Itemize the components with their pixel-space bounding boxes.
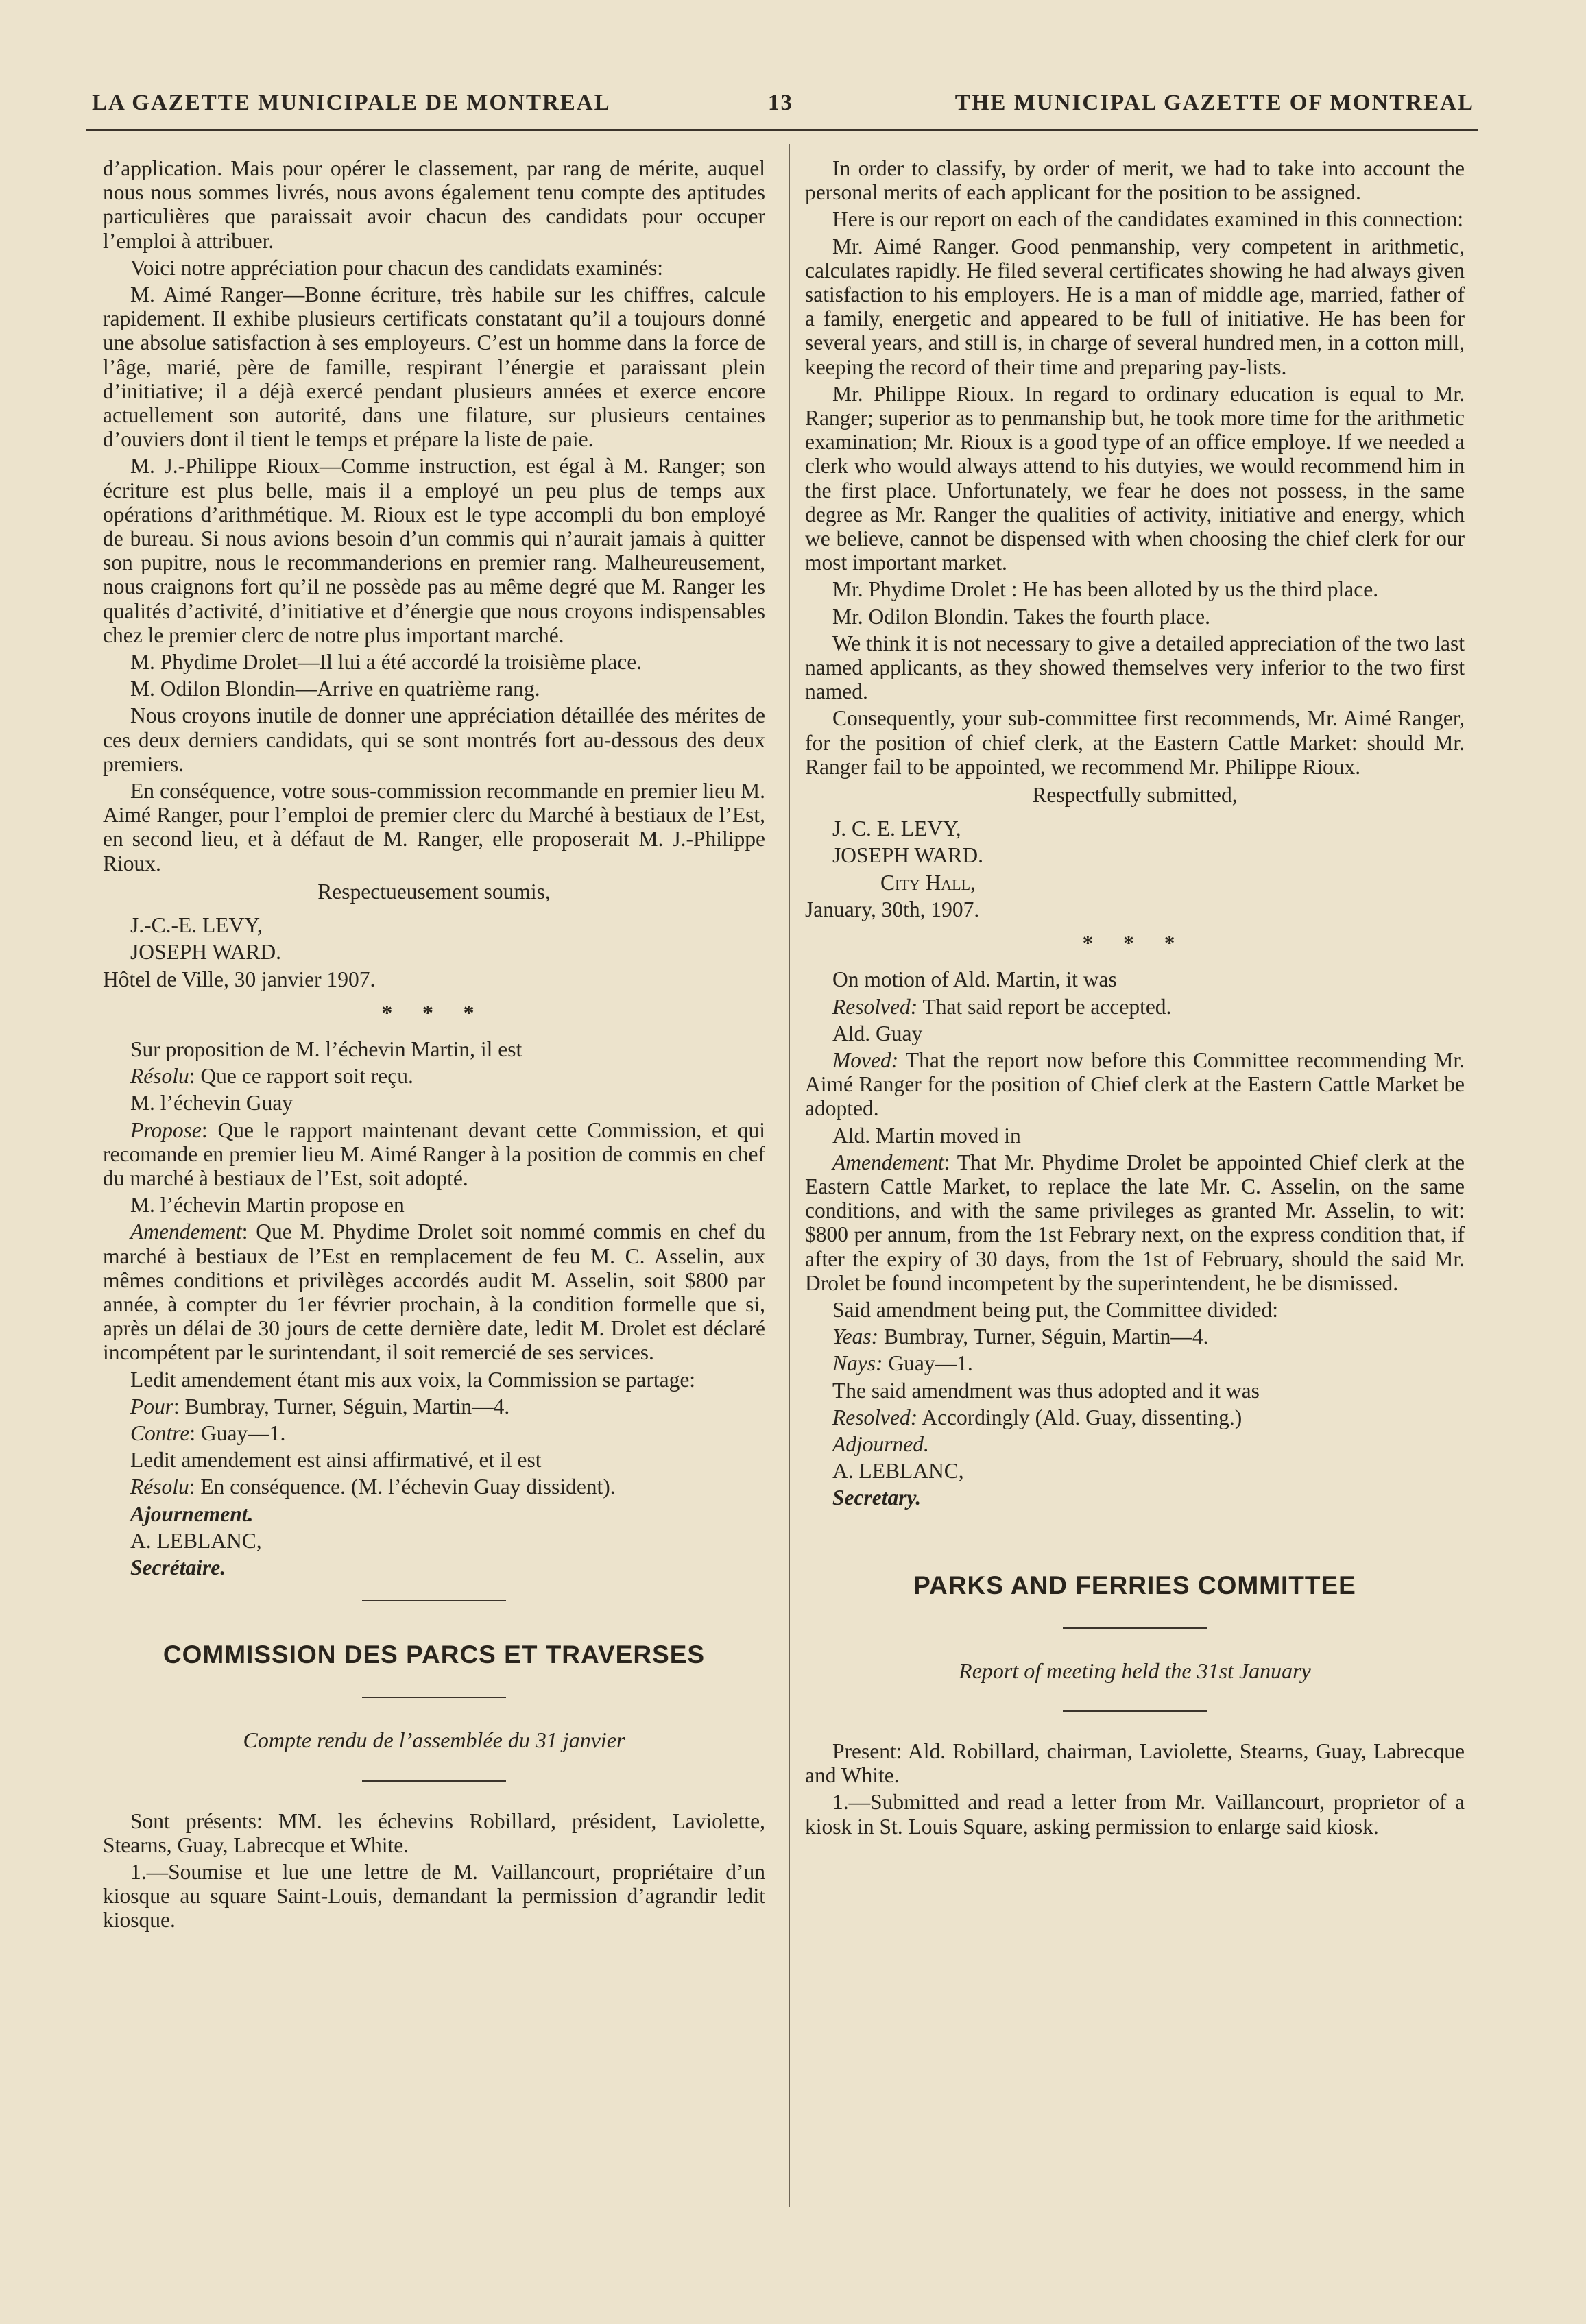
section-rule — [1063, 1710, 1207, 1712]
paragraph: Sont présents: MM. les échevins Robillard, président, Laviolette, Stearns, Guay, Labrecque et White. — [103, 1808, 765, 1857]
motion-text: : That Mr. Phydime Drolet be appointed Chief clerk at the Eastern Cattle Market, to replace the late Mr. C. Asselin, on the same conditions, and with the same privileges as granted Mr. Asselin, to wit: $800 per annum, from the 1st Febrary next, on the express condition that, if after the expiry of 30 days, from the 1st of February, should the said Mr. Drolet be found incompetent by the superintendent, he be dismissed. — [805, 1150, 1465, 1295]
motion-text: : Que ce rapport soit reçu. — [189, 1064, 413, 1089]
motion-label: Resolved: — [832, 994, 918, 1019]
signature: JOSEPH WARD. — [130, 940, 281, 965]
section-rule — [1063, 1627, 1207, 1629]
motion-line: Ald. Martin moved in — [832, 1123, 1021, 1148]
motion-text: Accordingly (Ald. Guay, dissenting.) — [917, 1405, 1242, 1429]
separator-stars: * * * — [381, 1000, 487, 1025]
paragraph: Consequently, your sub-committee first recommends, Mr. Aimé Ranger, for the position of chief clerk, at the Eastern Cattle Market: should Mr. Ranger fail to be appointed, we recommend Mr. Philippe Rioux. — [805, 706, 1465, 779]
paragraph: M. Aimé Ranger—Bonne écriture, très habile sur les chiffres, calcule rapidement. Il exhibe plusieurs certificats constatant qu’il a toujours donné une absolue satisfaction à ses employeurs. C’est un homme dans la force de l’âge, marié, père de famille, respirant l’énergie et paraissant plein d’initiative; il a déjà exercé pendant plusieurs années et exerce encore actuellement son autorité, dans une filature, sur plusieurs centaines d’ouviers dont il tient le temps et prépare la liste de paie. — [103, 282, 765, 452]
motion-label: Yeas: — [832, 1324, 879, 1349]
signature: J.-C.-E. LEVY, — [130, 913, 263, 938]
section-rule — [362, 1780, 506, 1782]
paragraph: Here is our report on each of the candidates examined in this connection: — [832, 207, 1464, 232]
paragraph: Present: Ald. Robillard, chairman, Laviolette, Stearns, Guay, Labrecque and White. — [805, 1739, 1465, 1788]
motion-label: Nays: — [832, 1351, 883, 1376]
place-date: Hôtel de Ville, 30 janvier 1907. — [103, 967, 376, 991]
motion-line: The said amendment was thus adopted and it was — [832, 1378, 1260, 1403]
header-rule — [86, 129, 1478, 131]
motion-label: Amendement — [130, 1220, 242, 1244]
paragraph: Nous croyons inutile de donner une appréciation détaillée des mérites de ces deux derniers candidats, qui se sont montrés fort au-dessous des deux premiers. — [103, 703, 765, 776]
adjournment: Adjourned. — [832, 1431, 929, 1456]
motion-line: On motion of Ald. Martin, it was — [832, 967, 1117, 992]
paragraph: M. J.-Philippe Rioux—Comme instruction, est égal à M. Ranger; son écriture est plus belle, mais il a employé un peu plus de temps aux opérations d’arithmétique. M. Rioux est le type accompli du bon employé de bureau. Si nous avions besoin d’un commis qui n’aurait jamais à quitter son pupitre, nous le recommanderions en premier rang. Malheureusement, nous craignons fort qu’il ne possède pas au même degré que M. Ranger les qualités d’activité, d’initiative et d’énergie que nous croyons indispensables chez le premier clerc de notre plus important marché. — [103, 454, 765, 647]
motion-text: : Guay—1. — [189, 1420, 286, 1445]
motion-label: Resolved: — [832, 1405, 918, 1429]
paragraph: Voici notre appréciation pour chacun des candidats examinés: — [130, 255, 664, 280]
motion-text: That the report now before this Committee recommending Mr. Aimé Ranger for the position of Chief clerk at the Eastern Cattle Market be adopted. — [805, 1048, 1465, 1121]
motion-line: M. l’échevin Martin propose en — [130, 1193, 405, 1218]
motion-line: Ledit amendement étant mis aux voix, la Commission se partage: — [130, 1367, 696, 1392]
motion-block — [103, 1037, 765, 1579]
paragraph: d’application. Mais pour opérer le classement, par rang de mérite, auquel nous nous sommes livrés, nous avons également tenu compte des aptitudes particulières que paraissait avoir chacun des candidats pour occuper l’emploi à attribuer. — [103, 156, 765, 253]
section-title: PARKS AND FERRIES COMMITTEE — [913, 1571, 1356, 1599]
motion-label: Résolu — [130, 1475, 189, 1499]
adjournment: Ajournement. — [130, 1501, 254, 1526]
paragraph: Mr. Odilon Blondin. Takes the fourth place. — [832, 604, 1211, 629]
motion-text: : Que le rapport maintenant devant cette Commission, et qui recomande en premier lieu M. Aimé Ranger à la position de commis en chef du marché à bestiaux de l’Est, soit adopté. — [103, 1117, 765, 1190]
motion-line: M. l’échevin Guay — [130, 1091, 293, 1115]
date: January, 30th, 1907. — [805, 897, 980, 921]
motion-text: Bumbray, Turner, Séguin, Martin—4. — [878, 1324, 1209, 1349]
place: City Hall, — [880, 870, 976, 895]
paragraph: In order to classify, by order of merit, we had to take into account the personal merits of each applicant for the position to be assigned. — [805, 156, 1465, 205]
secretary-signature: A. LEBLANC, — [130, 1528, 262, 1553]
header-french-title: LA GAZETTE MUNICIPALE DE MONTREAL — [92, 90, 611, 115]
signature: JOSEPH WARD. — [832, 843, 983, 868]
motion-label: Propose — [130, 1117, 202, 1142]
paragraph: 1.—Submitted and read a letter from Mr. Vaillancourt, proprietor of a kiosk in St. Louis Square, asking permission to enlarge said kiosk. — [805, 1790, 1465, 1839]
section-subtitle: Report of meeting held the 31st January — [959, 1658, 1311, 1683]
closing: Respectueusement soumis, — [317, 879, 551, 904]
motion-label: Pour — [130, 1394, 173, 1418]
motion-line: Ald. Guay — [832, 1021, 923, 1045]
french-column — [103, 156, 765, 1935]
motion-line: Said amendment being put, the Committee divided: — [832, 1297, 1279, 1322]
signature-block — [103, 913, 765, 991]
page-number: 13 — [768, 90, 793, 115]
secretary-title: Secrétaire. — [130, 1555, 226, 1579]
signature: J. C. E. LEVY, — [832, 816, 961, 841]
motion-label: Contre — [130, 1420, 190, 1445]
secretary-title: Secretary. — [832, 1486, 922, 1510]
motion-block — [805, 967, 1465, 1510]
paragraph: M. Odilon Blondin—Arrive en quatrième rang. — [130, 677, 540, 701]
header-english-title: THE MUNICIPAL GAZETTE OF MONTREAL — [954, 90, 1474, 115]
motion-text: Guay—1. — [882, 1351, 973, 1376]
closing: Respectfully submitted, — [1032, 783, 1238, 808]
section-subtitle: Compte rendu de l’assemblée du 31 janvier — [243, 1728, 625, 1753]
motion-text: : Que M. Phydime Drolet soit nommé commis en chef du marché à bestiaux de l’Est en remplacement de feu M. C. Asselin, aux mêmes conditions et privilèges accordés audit M. Asselin, soit $800 par année, à compter du 1er février prochain, à la condition formelle que si, après un délai de 30 jours de cette dernière date, ledit M. Drolet est déclaré incompétent par le surintendant, il soit remercié de ses services. — [103, 1220, 765, 1365]
column-divider — [789, 144, 790, 2207]
motion-label: Moved: — [832, 1048, 899, 1072]
motion-line: Sur proposition de M. l’échevin Martin, il est — [130, 1037, 522, 1061]
section-rule — [362, 1600, 506, 1601]
paragraph: Mr. Philippe Rioux. In regard to ordinary education is equal to Mr. Ranger; superior as to penmanship but, he took more time for the arithmetic examination; Mr. Rioux is a good type of an office employe. If we needed a clerk who would always attend to his dutyies, we would recommend him in the first place. Unfortunately, we fear he does not possess, in the same degree as Mr. Ranger the qualities of activity, initiative and energy, which we believe, cannot be dispensed with when choosing the chief clerk for our most important market. — [805, 381, 1465, 575]
section-title: COMMISSION DES PARCS ET TRAVERSES — [163, 1641, 706, 1669]
motion-label: Amendement — [832, 1150, 944, 1174]
separator-stars: * * * — [1082, 931, 1188, 956]
signature-block — [805, 816, 1465, 921]
motion-line: Ledit amendement est ainsi affirmativé, et il est — [130, 1448, 542, 1473]
english-column — [805, 156, 1465, 1841]
running-head — [89, 90, 1474, 132]
motion-label: Résolu — [130, 1064, 189, 1089]
section-rule — [362, 1697, 506, 1698]
paragraph: Mr. Aimé Ranger. Good penmanship, very competent in arithmetic, calculates rapidly. He filed several certificates showing he had always given satisfaction to his employers. He is a man of middle age, married, father of a family, energetic and appeared to be full of initiative. He has been for several years, and still is, in charge of several hundred men, in a cotton mill, keeping the record of their time and preparing pay-lists. — [805, 234, 1465, 379]
motion-text: : Bumbray, Turner, Séguin, Martin—4. — [173, 1394, 510, 1418]
motion-text: : En conséquence. (M. l’échevin Guay dissident). — [189, 1475, 616, 1499]
secretary-signature: A. LEBLANC, — [832, 1459, 964, 1484]
motion-text: That said report be accepted. — [917, 994, 1172, 1019]
paragraph: 1.—Soumise et lue une lettre de M. Vaillancourt, propriétaire d’un kiosque au square Saint-Louis, demandant la permission d’agrandir ledit kiosque. — [103, 1859, 765, 1933]
paragraph: We think it is not necessary to give a detailed appreciation of the two last named applicants, as they showed themselves very inferior to the two first named. — [805, 631, 1465, 704]
paragraph: M. Phydime Drolet—Il lui a été accordé la troisième place. — [130, 650, 642, 675]
paragraph: Mr. Phydime Drolet : He has been alloted by us the third place. — [832, 577, 1379, 602]
paragraph: En conséquence, votre sous-commission recommande en premier lieu M. Aimé Ranger, pour l’emploi de premier clerc du Marché à bestiaux de l’Est, en second lieu, et à défaut de M. Ranger, elle proposerait M. J.-Philippe Rioux. — [103, 779, 765, 875]
